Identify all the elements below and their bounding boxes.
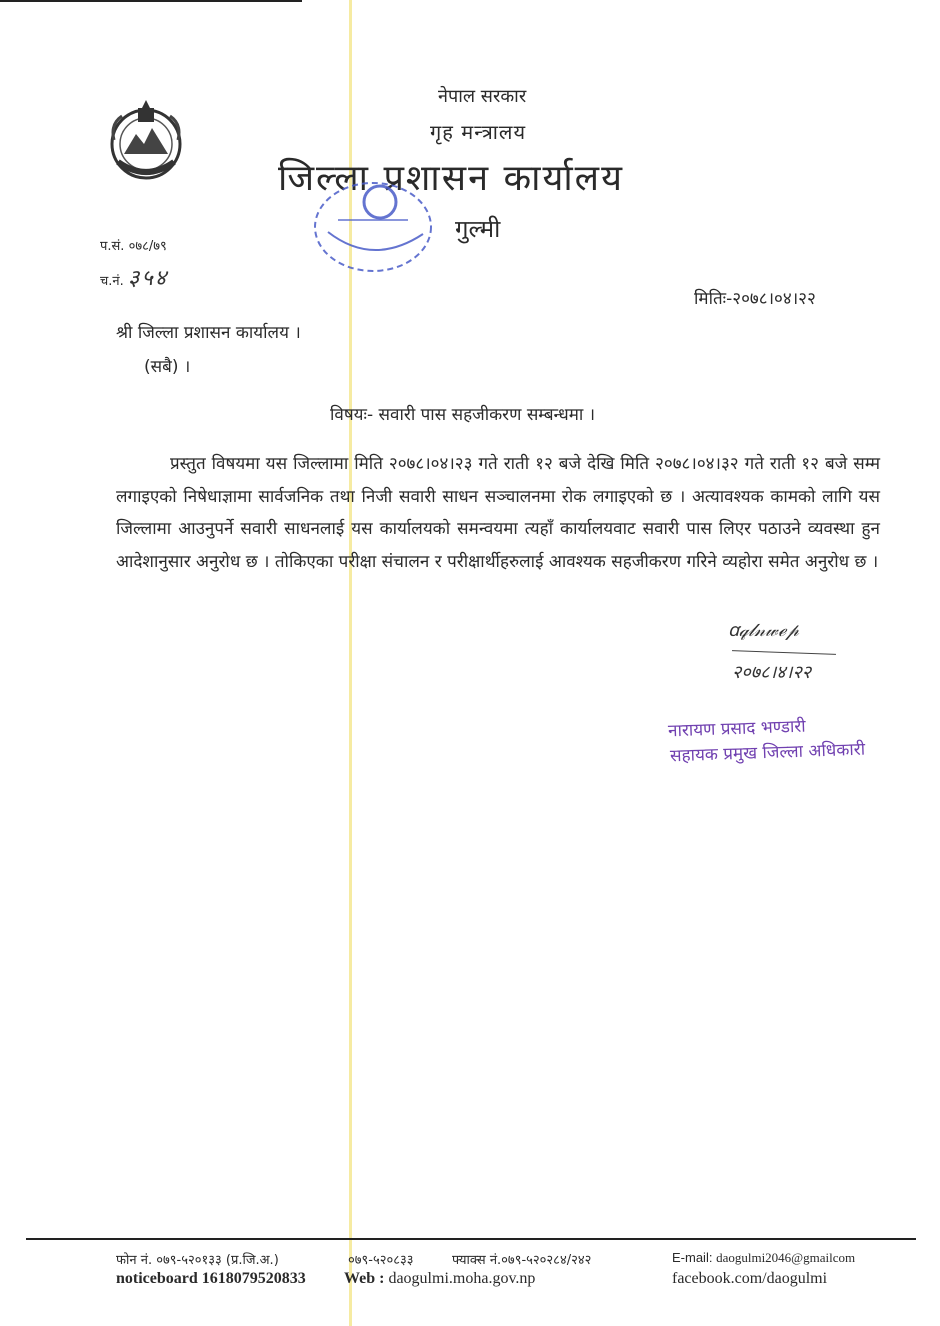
footer-noticeboard: noticeboard 1618079520833: [116, 1270, 306, 1287]
header-government: नेपाल सरकार: [438, 86, 527, 107]
subject-line: विषयः- सवारी पास सहजीकरण सम्बन्धमा ।: [330, 405, 596, 425]
footer-web: [344, 1270, 535, 1288]
web-label: Web :: [344, 1270, 385, 1287]
office-stamp-icon: [308, 172, 438, 282]
dispatch-number: [100, 262, 168, 292]
nepal-emblem-icon: [104, 100, 188, 186]
web-link[interactable]: daogulmi.moha.gov.np: [388, 1270, 536, 1287]
dispatch-value: ३५४: [127, 266, 169, 291]
official-title: सहायक प्रमुख जिल्ला अधिकारी: [669, 739, 866, 767]
signature-underline: [732, 650, 836, 655]
header-district: गुल्मी: [455, 215, 501, 243]
email-value[interactable]: daogulmi2046@gmailcom: [716, 1250, 856, 1265]
footer-phone-2: ०७९-५२०८३३: [348, 1253, 414, 1268]
letter-date: मितिः-२०७८।०४।२२: [694, 289, 816, 309]
letter-body: प्रस्तुत विषयमा यस जिल्लामा मिति २०७८।०४।२३ गते राती १२ बजे देखि मिति २०७८।०४।३२ गते राती १२ बजे सम्म लगाइएको निषेधाज्ञामा सार्वजनिक तथा निजी सवारी साधन सञ्चालनमा रोक लगाइएको छ । अत्यावश्यक कामको लागि यस जिल्लामा आउनुपर्ने सवारी साधनलाई यस कार्यालयको समन्वयमा त्यहाँ कार्यालयवाट सवारी पास लिएर पठाउने व्यवस्था हुन आदेशानुसार अनुरोध छ । तोकिएका परीक्षा संचालन र परीक्षार्थीहरुलाई आवश्यक सहजीकरण गरिने व्यहोरा समेत अनुरोध छ ।: [116, 454, 880, 572]
signature-scrawl-icon: ꭤ𝓆𝓁𝓃𝓌ℯ𝓅: [728, 620, 799, 641]
letter-number: प.सं. ०७८/७९: [100, 239, 167, 254]
official-name: नारायण प्रसाद भण्डारी: [667, 716, 807, 742]
footer-email: [672, 1250, 855, 1266]
signature-date: २०७८।४।२२: [732, 662, 812, 683]
top-rule: [0, 0, 302, 2]
dispatch-label: च.नं.: [100, 274, 124, 289]
footer-facebook[interactable]: facebook.com/daogulmi: [672, 1270, 828, 1287]
email-label: E-mail:: [672, 1250, 713, 1265]
header-ministry: गृह मन्त्रालय: [430, 120, 527, 144]
recipient-line-2: (सबै) ।: [144, 357, 191, 377]
footer-phone: फोन नं. ०७९-५२०१३३ (प्र.जि.अ.): [116, 1253, 279, 1268]
header-office: जिल्ला प्रशासन कार्यालय: [278, 158, 624, 199]
footer-rule: [26, 1238, 916, 1240]
footer-fax: फ्याक्स नं.०७९-५२०२८४/२४२: [452, 1253, 592, 1268]
recipient-line-1: श्री जिल्ला प्रशासन कार्यालय ।: [116, 323, 301, 343]
